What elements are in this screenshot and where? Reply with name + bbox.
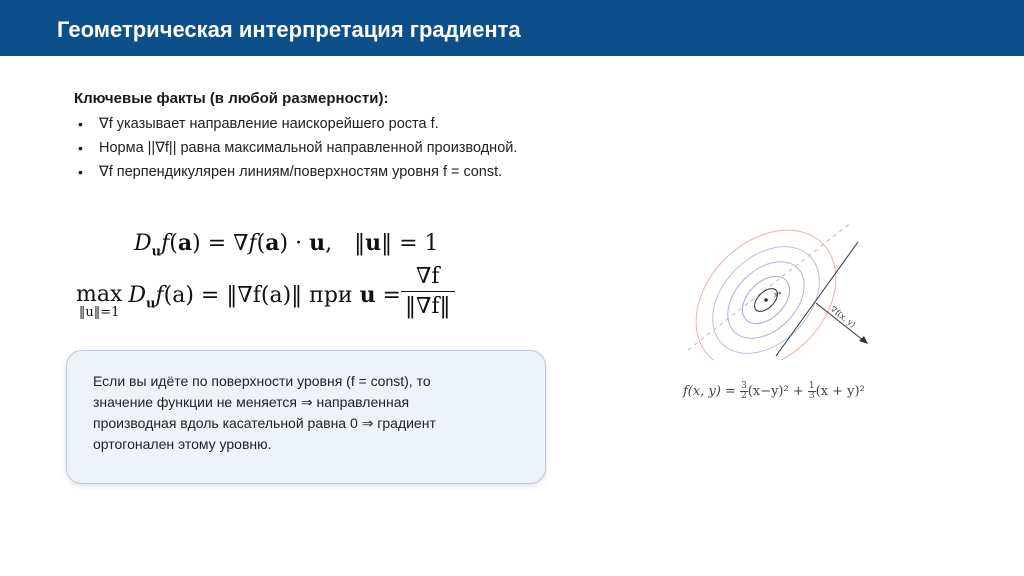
list-item [78, 162, 548, 183]
bullet-icon: • [78, 164, 83, 180]
list-item-text: ∇f перпендикулярен линиям/поверхностям уровня f = const. [99, 164, 503, 180]
list-item-text: ∇f указывает направление наискорейшего роста f. [99, 116, 439, 132]
facts-heading: Ключевые факты (в любой размерности): [74, 90, 389, 107]
gradient-label: ∇f(x, y) [828, 304, 858, 330]
max-derivative-formula: max ‖u‖=1 $D_uf(a)$ = ‖∇f(a)‖ при u = $\frac{\nabla f}{‖\nabla f‖}$ [76, 268, 455, 320]
list-item [78, 138, 548, 159]
list-item-text: Норма ||∇f|| равна максимальной направленной производной. [99, 140, 518, 156]
note-box [66, 350, 546, 484]
note-text: Если вы идёте по поверхности уровня (f = const), то значение функции не меняется ⇒ направленная производная вдоль касательной равна 0 ⇒ градиент ортогонален этому уровню. [93, 373, 436, 452]
facts-list [78, 114, 548, 186]
gradient-unit-fraction: $\frac{\nabla f}{‖\nabla f‖}$ [401, 264, 455, 319]
minimum-label: x* [774, 291, 782, 299]
bullet-icon: • [78, 140, 83, 156]
directional-derivative-formula: $D_uf(a) = \nabla f(a) \cdot u$, ‖u‖ = 1 [134, 230, 439, 260]
max-operator: max ‖u‖=1 [76, 282, 123, 320]
function-caption: f(x, y) = $\frac{3}{2}$ (x−y)² + $\frac{1}{3}$ (x + y)² [683, 381, 865, 401]
slide-header [0, 0, 1024, 56]
level-curve [692, 226, 840, 360]
minimum-point [764, 298, 768, 302]
arrow-head-icon [859, 336, 868, 344]
level-sets-figure [680, 210, 880, 360]
diagonal-axis [688, 222, 852, 350]
list-item [78, 114, 548, 135]
slide-title: Геометрическая интерпретация градиента [57, 17, 521, 42]
bullet-icon: • [78, 116, 83, 132]
